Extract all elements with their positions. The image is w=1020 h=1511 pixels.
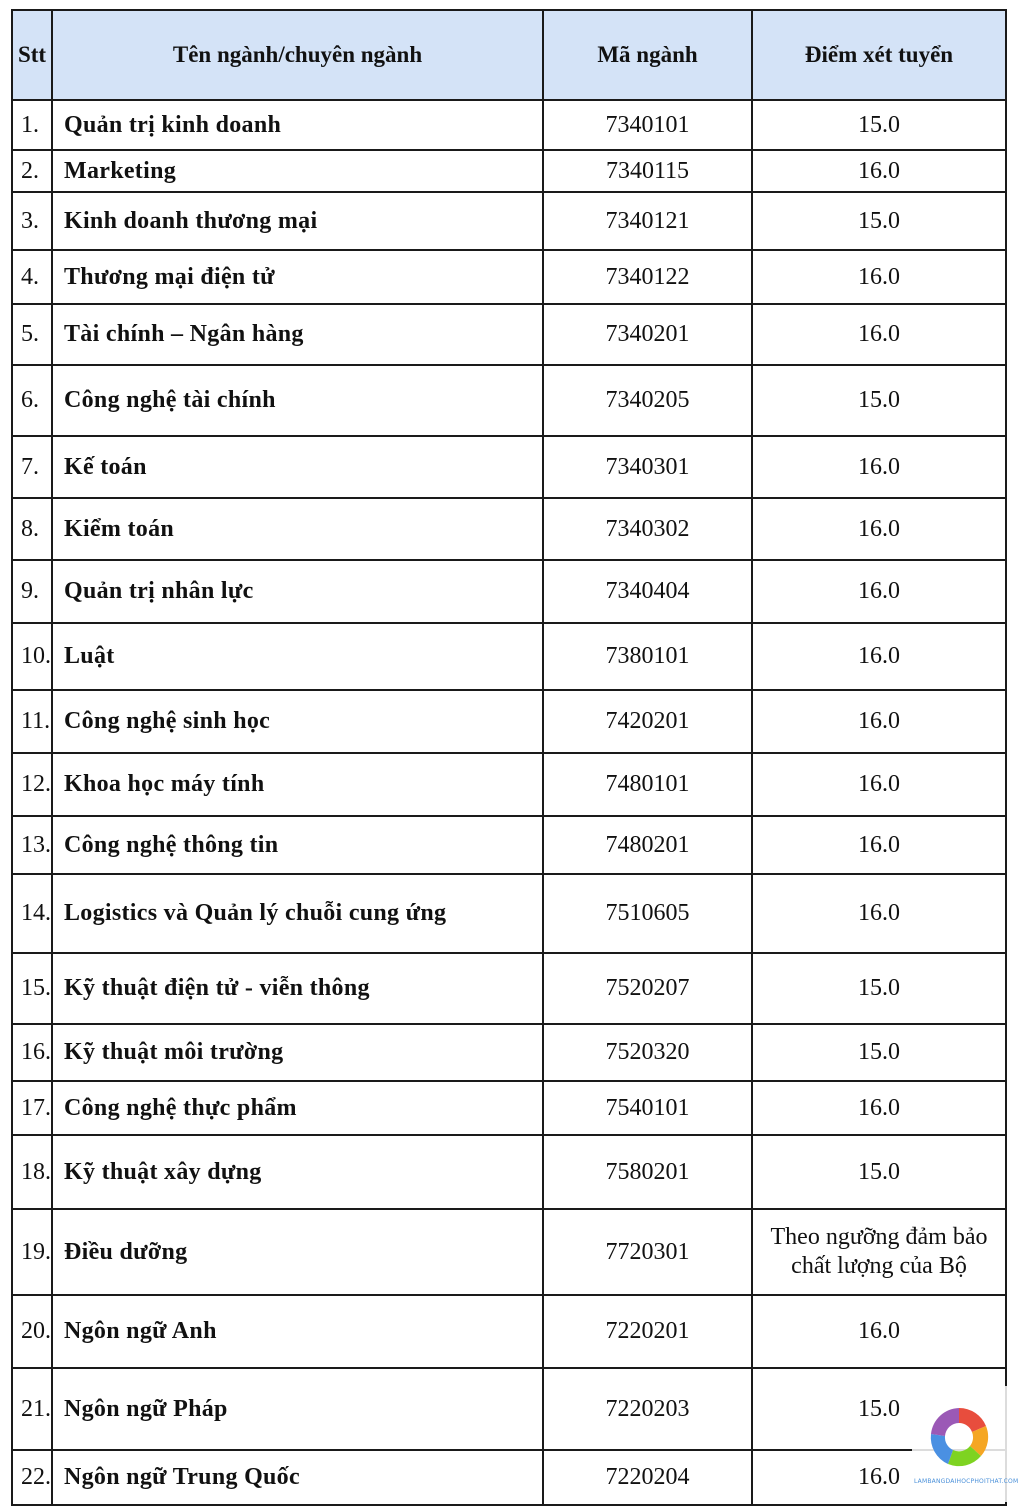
table-row	[12, 365, 1006, 436]
row-major-name: Ngôn ngữ Trung Quốc	[52, 1450, 543, 1505]
row-major-name: Công nghệ sinh học	[52, 690, 543, 753]
row-major-code: 7340115	[543, 150, 752, 192]
row-major-code: 7720301	[543, 1209, 752, 1295]
table-row	[12, 1450, 1006, 1505]
row-admission-score: 16.0	[752, 753, 1006, 816]
row-stt: 1.	[12, 100, 52, 150]
row-admission-score: 16.0	[752, 560, 1006, 623]
row-stt: 16.	[12, 1024, 52, 1081]
table-row	[12, 1368, 1006, 1450]
row-major-name: Tài chính – Ngân hàng	[52, 304, 543, 365]
table-row	[12, 150, 1006, 192]
row-stt: 11.	[12, 690, 52, 753]
header-major-name: Tên ngành/chuyên ngành	[52, 10, 543, 100]
table-row	[12, 1135, 1006, 1209]
table-row	[12, 250, 1006, 304]
table-row	[12, 1024, 1006, 1081]
row-major-name: Quản trị nhân lực	[52, 560, 543, 623]
table-row	[12, 953, 1006, 1024]
row-admission-score: 15.0	[752, 192, 1006, 250]
row-stt: 20.	[12, 1295, 52, 1368]
row-stt: 2.	[12, 150, 52, 192]
row-stt: 5.	[12, 304, 52, 365]
row-major-name: Kiểm toán	[52, 498, 543, 560]
table-row	[12, 623, 1006, 690]
row-major-name: Công nghệ thực phẩm	[52, 1081, 543, 1135]
row-stt: 14.	[12, 874, 52, 953]
row-major-code: 7420201	[543, 690, 752, 753]
table-row	[12, 1209, 1006, 1295]
row-admission-score: 16.0	[752, 1081, 1006, 1135]
row-admission-score: 16.0	[752, 250, 1006, 304]
table-row	[12, 560, 1006, 623]
row-admission-score: 16.0	[752, 1295, 1006, 1368]
row-admission-score: 16.0	[752, 498, 1006, 560]
admission-score-table	[11, 9, 1007, 1506]
row-stt: 19.	[12, 1209, 52, 1295]
table-header-row	[12, 10, 1006, 100]
row-stt: 12.	[12, 753, 52, 816]
row-major-code: 7580201	[543, 1135, 752, 1209]
table-row	[12, 192, 1006, 250]
row-major-name: Logistics và Quản lý chuỗi cung ứng	[52, 874, 543, 953]
row-major-code: 7510605	[543, 874, 752, 953]
row-admission-score: 16.0	[752, 690, 1006, 753]
row-major-name: Ngôn ngữ Pháp	[52, 1368, 543, 1450]
row-major-name: Kế toán	[52, 436, 543, 498]
row-stt: 10.	[12, 623, 52, 690]
row-major-code: 7340122	[543, 250, 752, 304]
row-major-code: 7340404	[543, 560, 752, 623]
watermark	[912, 1386, 1019, 1502]
row-major-name: Quản trị kinh doanh	[52, 100, 543, 150]
row-major-name: Marketing	[52, 150, 543, 192]
row-admission-score: 15.0	[752, 1368, 1006, 1450]
row-admission-score: 16.0	[752, 150, 1006, 192]
table-row	[12, 1295, 1006, 1368]
row-major-name: Ngôn ngữ Anh	[52, 1295, 543, 1368]
row-major-code: 7340302	[543, 498, 752, 560]
row-admission-score: 16.0	[752, 874, 1006, 953]
row-major-name: Kỹ thuật môi trường	[52, 1024, 543, 1081]
table-row	[12, 498, 1006, 560]
row-major-code: 7340101	[543, 100, 752, 150]
row-admission-score: 16.0	[752, 1450, 1006, 1505]
row-major-code: 7520207	[543, 953, 752, 1024]
row-admission-score: 15.0	[752, 1024, 1006, 1081]
row-stt: 9.	[12, 560, 52, 623]
table-row	[12, 1081, 1006, 1135]
row-admission-score: 16.0	[752, 623, 1006, 690]
row-stt: 3.	[12, 192, 52, 250]
row-stt: 18.	[12, 1135, 52, 1209]
row-major-code: 7220204	[543, 1450, 752, 1505]
row-stt: 6.	[12, 365, 52, 436]
swirl-logo-icon	[926, 1404, 992, 1470]
row-admission-score: 15.0	[752, 365, 1006, 436]
row-admission-score: 16.0	[752, 816, 1006, 874]
table-row	[12, 304, 1006, 365]
row-stt: 7.	[12, 436, 52, 498]
row-admission-score: 16.0	[752, 304, 1006, 365]
table-row	[12, 100, 1006, 150]
header-stt: Stt	[12, 10, 52, 100]
row-major-name: Khoa học máy tính	[52, 753, 543, 816]
table-row	[12, 753, 1006, 816]
row-major-name: Kỹ thuật điện tử - viễn thông	[52, 953, 543, 1024]
row-admission-score: 15.0	[752, 100, 1006, 150]
header-admission-score: Điểm xét tuyển	[752, 10, 1006, 100]
row-major-name: Luật	[52, 623, 543, 690]
row-admission-score: 15.0	[752, 953, 1006, 1024]
row-major-code: 7480101	[543, 753, 752, 816]
row-major-code: 7480201	[543, 816, 752, 874]
row-admission-score: Theo ngưỡng đảm bảo chất lượng của Bộ	[752, 1209, 1006, 1295]
row-stt: 15.	[12, 953, 52, 1024]
table-row	[12, 874, 1006, 953]
row-stt: 17.	[12, 1081, 52, 1135]
row-admission-score: 15.0	[752, 1135, 1006, 1209]
row-major-name: Thương mại điện tử	[52, 250, 543, 304]
row-major-name: Kỹ thuật xây dựng	[52, 1135, 543, 1209]
row-major-code: 7220203	[543, 1368, 752, 1450]
watermark-text: LAMBANGDAIHOCPHOITHAT.COM	[914, 1478, 1019, 1485]
row-stt: 4.	[12, 250, 52, 304]
row-major-code: 7340121	[543, 192, 752, 250]
row-major-name: Công nghệ thông tin	[52, 816, 543, 874]
row-stt: 22.	[12, 1450, 52, 1505]
row-major-name: Điều dưỡng	[52, 1209, 543, 1295]
row-major-code: 7340201	[543, 304, 752, 365]
row-major-code: 7340301	[543, 436, 752, 498]
row-major-name: Kinh doanh thương mại	[52, 192, 543, 250]
row-stt: 21.	[12, 1368, 52, 1450]
row-major-name: Công nghệ tài chính	[52, 365, 543, 436]
row-major-code: 7380101	[543, 623, 752, 690]
row-admission-score: 16.0	[752, 436, 1006, 498]
row-major-code: 7340205	[543, 365, 752, 436]
row-stt: 13.	[12, 816, 52, 874]
row-major-code: 7520320	[543, 1024, 752, 1081]
row-major-code: 7540101	[543, 1081, 752, 1135]
header-major-code: Mã ngành	[543, 10, 752, 100]
table-row	[12, 816, 1006, 874]
row-stt: 8.	[12, 498, 52, 560]
table-row	[12, 690, 1006, 753]
row-major-code: 7220201	[543, 1295, 752, 1368]
table-row	[12, 436, 1006, 498]
